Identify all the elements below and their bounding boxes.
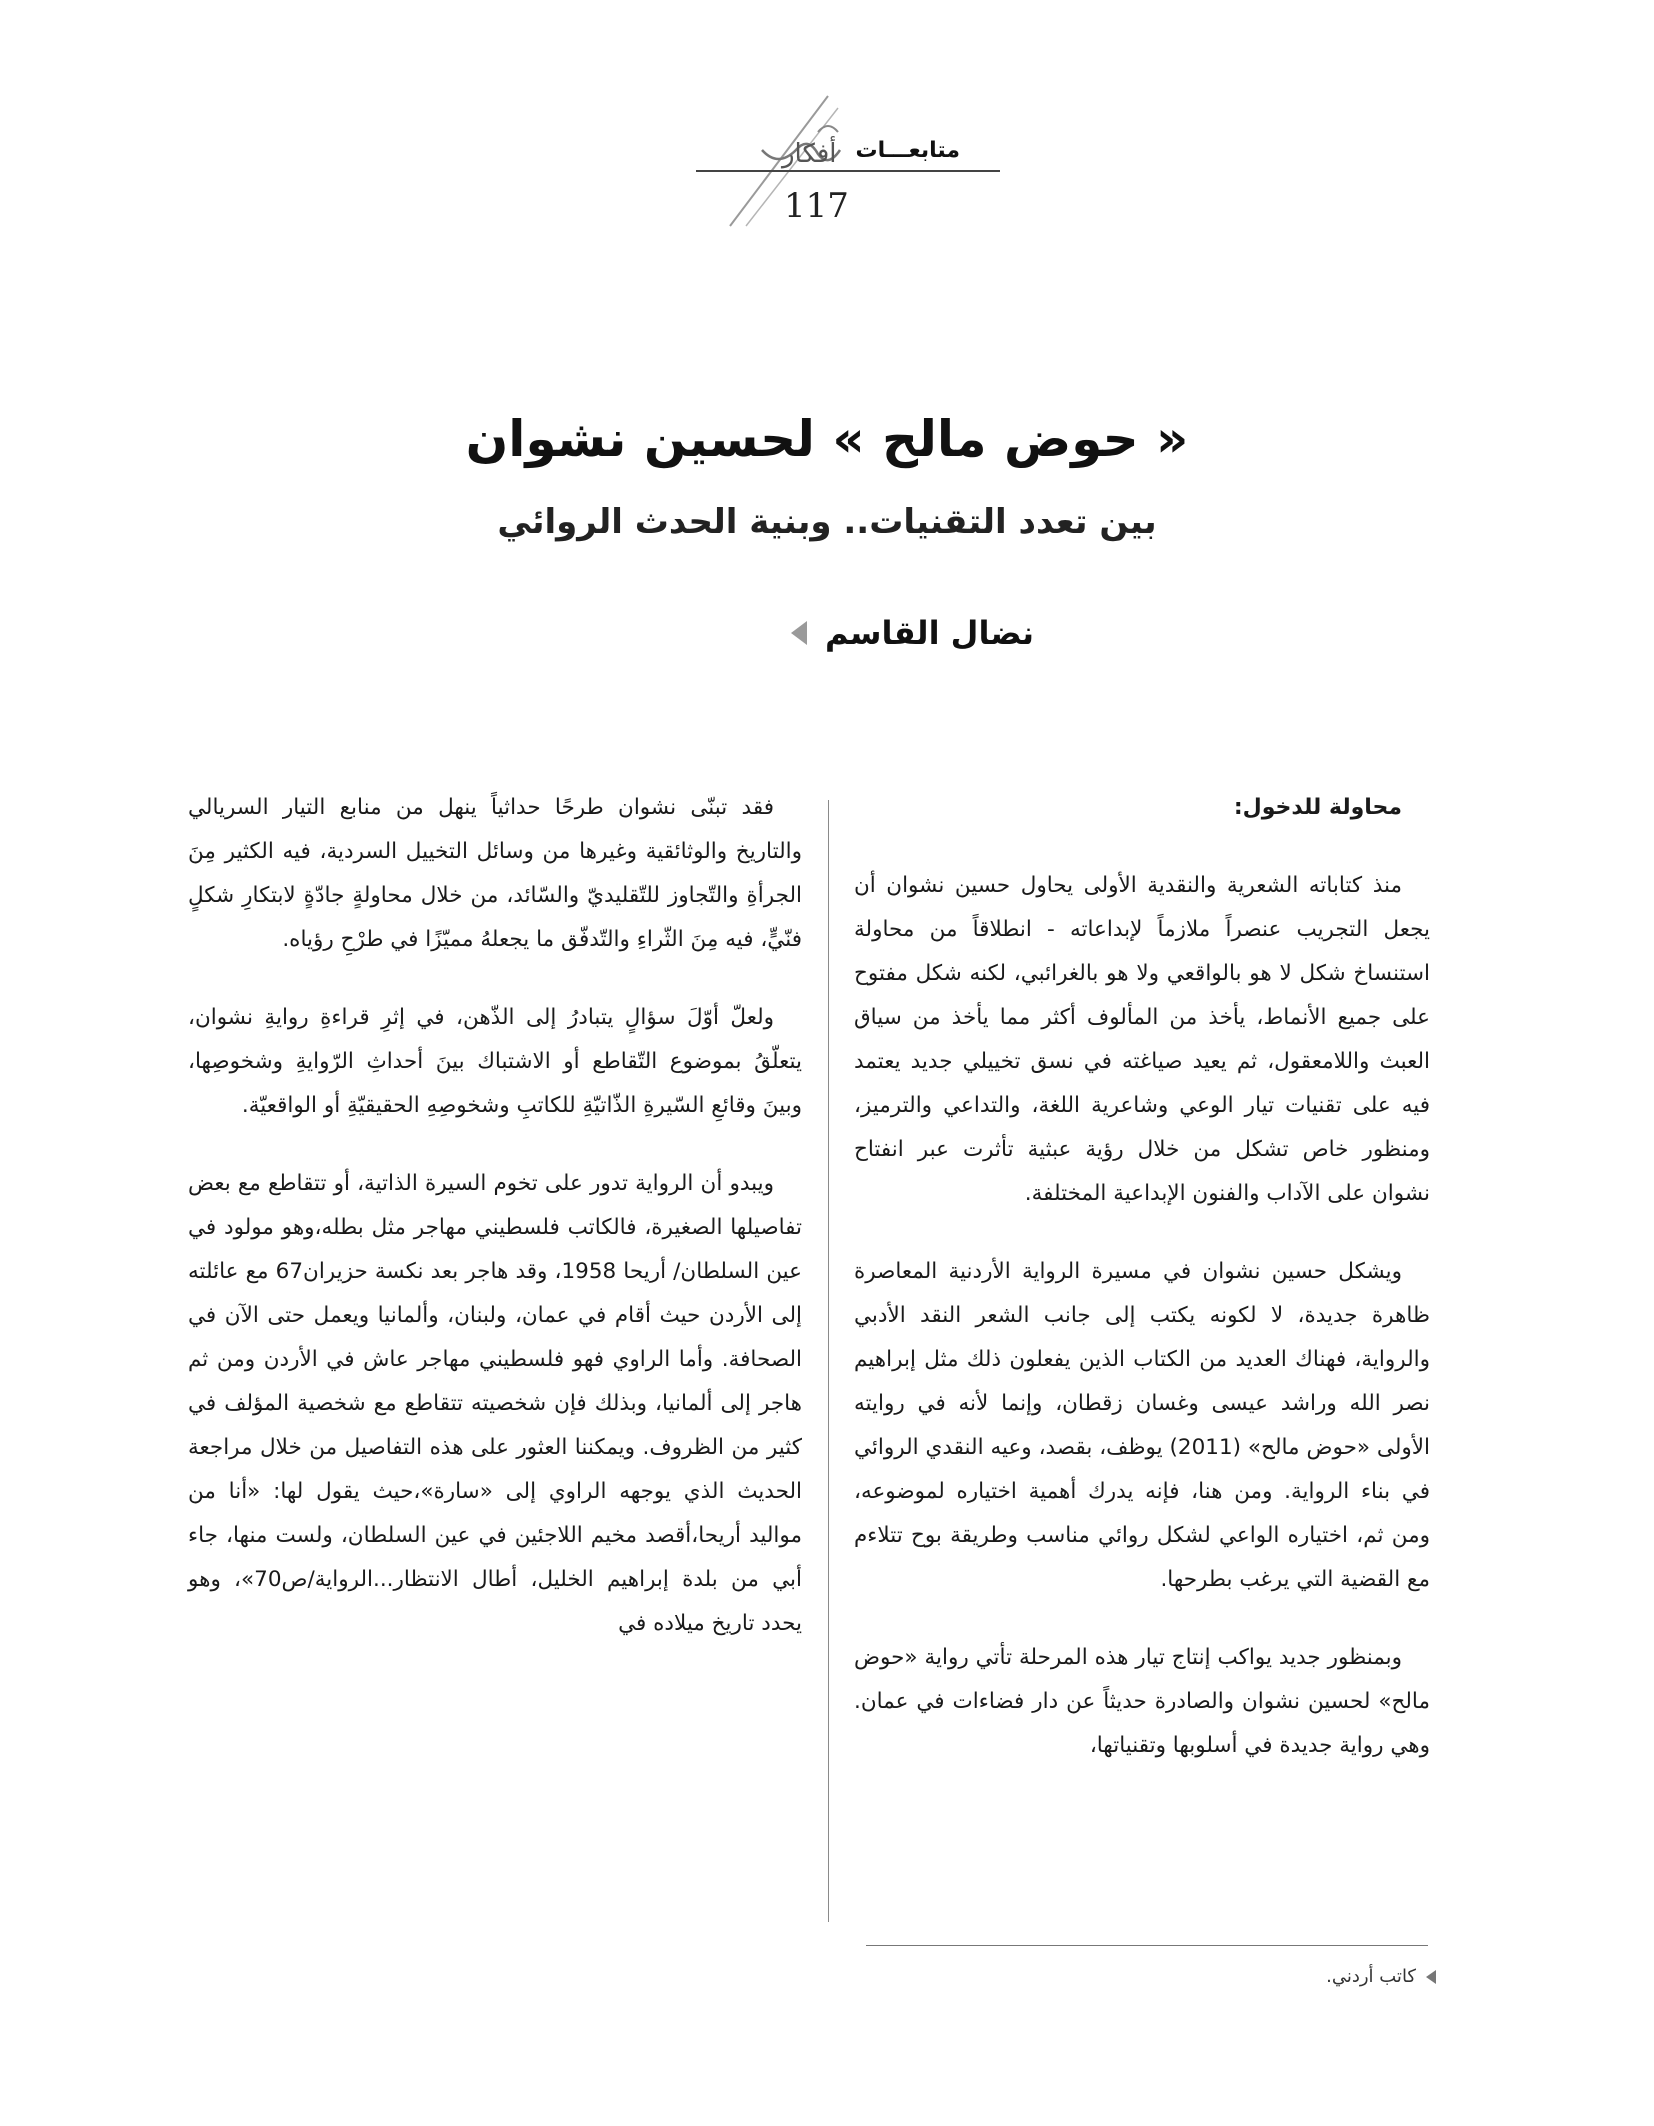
author-name: نضال القاسم <box>824 614 1034 652</box>
page-number: 117 <box>784 186 849 226</box>
article-title: « حوض مالح » لحسين نشوان <box>465 410 1189 468</box>
footnote-text: كاتب أردني. <box>1326 1966 1416 1987</box>
paragraph: ولعلّ أوّلَ سؤالٍ يتبادرُ إلى الذّهن، في إثرِ قراءةِ روايةِ نشوان، يتعلّقُ بموضوع التّقاطع أو الاشتباك بينَ أحداثِ الرّوايةِ وشخوصِها، وبينَ وقائعِ السّيرةِ الذّاتيّةِ للكاتبِ وشخوصِهِ الحقيقيّةِ أو الواقعيّة. <box>188 1005 802 1118</box>
header-rule <box>696 170 1000 172</box>
column-divider <box>828 800 829 1922</box>
page-header <box>690 88 1000 228</box>
left-column <box>188 786 802 1680</box>
article-title-block <box>150 410 1504 542</box>
right-column <box>854 786 1430 1802</box>
author-byline <box>791 614 1034 652</box>
paragraph: منذ كتاباته الشعرية والنقدية الأولى يحاول حسين نشوان أن يجعل التجريب عنصراً ملازماً لإبداعاته - انطلاقاً من محاولة استنساخ شكل لا هو بالواقعي ولا هو بالغرائبي، لكنه شكل مفتوح على جميع الأنماط، يأخذ من المألوف أكثر مما يأخذ من سياق العبث واللامعقول، ثم يعيد صياغته في نسق تخييلي جديد يعتمد فيه على تقنيات تيار الوعي وشاعرية اللغة، والتداعي والترميز، ومنظور خاص تشكل من خلال رؤية عبثية تأثرت عبر انفتاح نشوان على الآداب والفنون الإبداعية المختلفة. <box>854 873 1430 1206</box>
paragraph: وبمنظور جديد يواكب إنتاج تيار هذه المرحلة تأتي رواية «حوض مالح» لحسين نشوان والصادرة حديثاً عن دار فضاءات في عمان. وهي رواية جديدة في أسلوبها وتقنياتها، <box>854 1645 1430 1758</box>
article-subtitle: بين تعدد التقنيات.. وبنية الحدث الروائي <box>497 502 1157 542</box>
triangle-marker-icon <box>791 621 807 645</box>
svg-text:أفكار: أفكار <box>782 139 837 169</box>
paragraph: ويبدو أن الرواية تدور على تخوم السيرة الذاتية، أو تتقاطع مع بعض تفاصيلها الصغيرة، فالكاتب فلسطيني مهاجر مثل بطله،وهو مولود في عين السلطان/ أريحا 1958، وقد هاجر بعد نكسة حزيران67 مع عائلته إلى الأردن حيث أقام في عمان، ولبنان، وألمانيا ويعمل حتى الآن في الصحافة. وأما الراوي فهو فلسطيني مهاجر عاش في الأردن ومن ثم هاجر إلى ألمانيا، وبذلك فإن شخصيته تتقاطع مع شخصية المؤلف في كثير من الظروف. ويمكننا العثور على هذه التفاصيل من خلال مراجعة الحديث الذي يوجهه الراوي إلى «سارة»،حيث يقول لها: «أنا من مواليد أريحا،أقصد مخيم اللاجئين في عين السلطان، ولست منها، جاء أبي من بلدة إبراهيم الخليل، أطال الانتظار...الرواية/ص70»، وهو يحدد تاريخ ميلاده في <box>188 1171 802 1636</box>
footnote <box>1326 1966 1436 1987</box>
footnote-marker-icon <box>1426 1970 1436 1984</box>
paragraph: ويشكل حسين نشوان في مسيرة الرواية الأردنية المعاصرة ظاهرة جديدة، لا لكونه يكتب إلى جانب الشعر النقد الأدبي والرواية، فهناك العديد من الكتاب الذين يفعلون ذلك مثل إبراهيم نصر الله وراشد عيسى وغسان زقطان، وإنما لأنه في روايته الأولى «حوض مالح» (2011) يوظف، بقصد، وعيه النقدي الروائي في بناء الرواية. ومن هنا، فإنه يدرك أهمية اختياره لموضوعه، ومن ثم، اختياره الواعي لشكل روائي مناسب وطريقة بوح تتلاءم مع القضية التي يرغب بطرحها. <box>854 1259 1430 1592</box>
section-label: متابعـــات <box>855 138 960 163</box>
paragraph: فقد تبنّى نشوان طرحًا حداثياً ينهل من منابع التيار السريالي والتاريخ والوثائقية وغيرها من وسائل التخييل السردية، فيه الكثير مِنَ الجرأةِ والتّجاوز للتّقليديّ والسّائد، من خلال محاولةٍ جادّةٍ لابتكارِ شكلٍ فنّيٍّ، فيه مِنَ الثّراءِ والتّدفّق ما يجعلهُ مميّزًا في طرْحِ رؤياه. <box>188 795 802 952</box>
footnote-rule <box>866 1945 1428 1946</box>
section-heading: محاولة للدخول: <box>1233 795 1402 820</box>
